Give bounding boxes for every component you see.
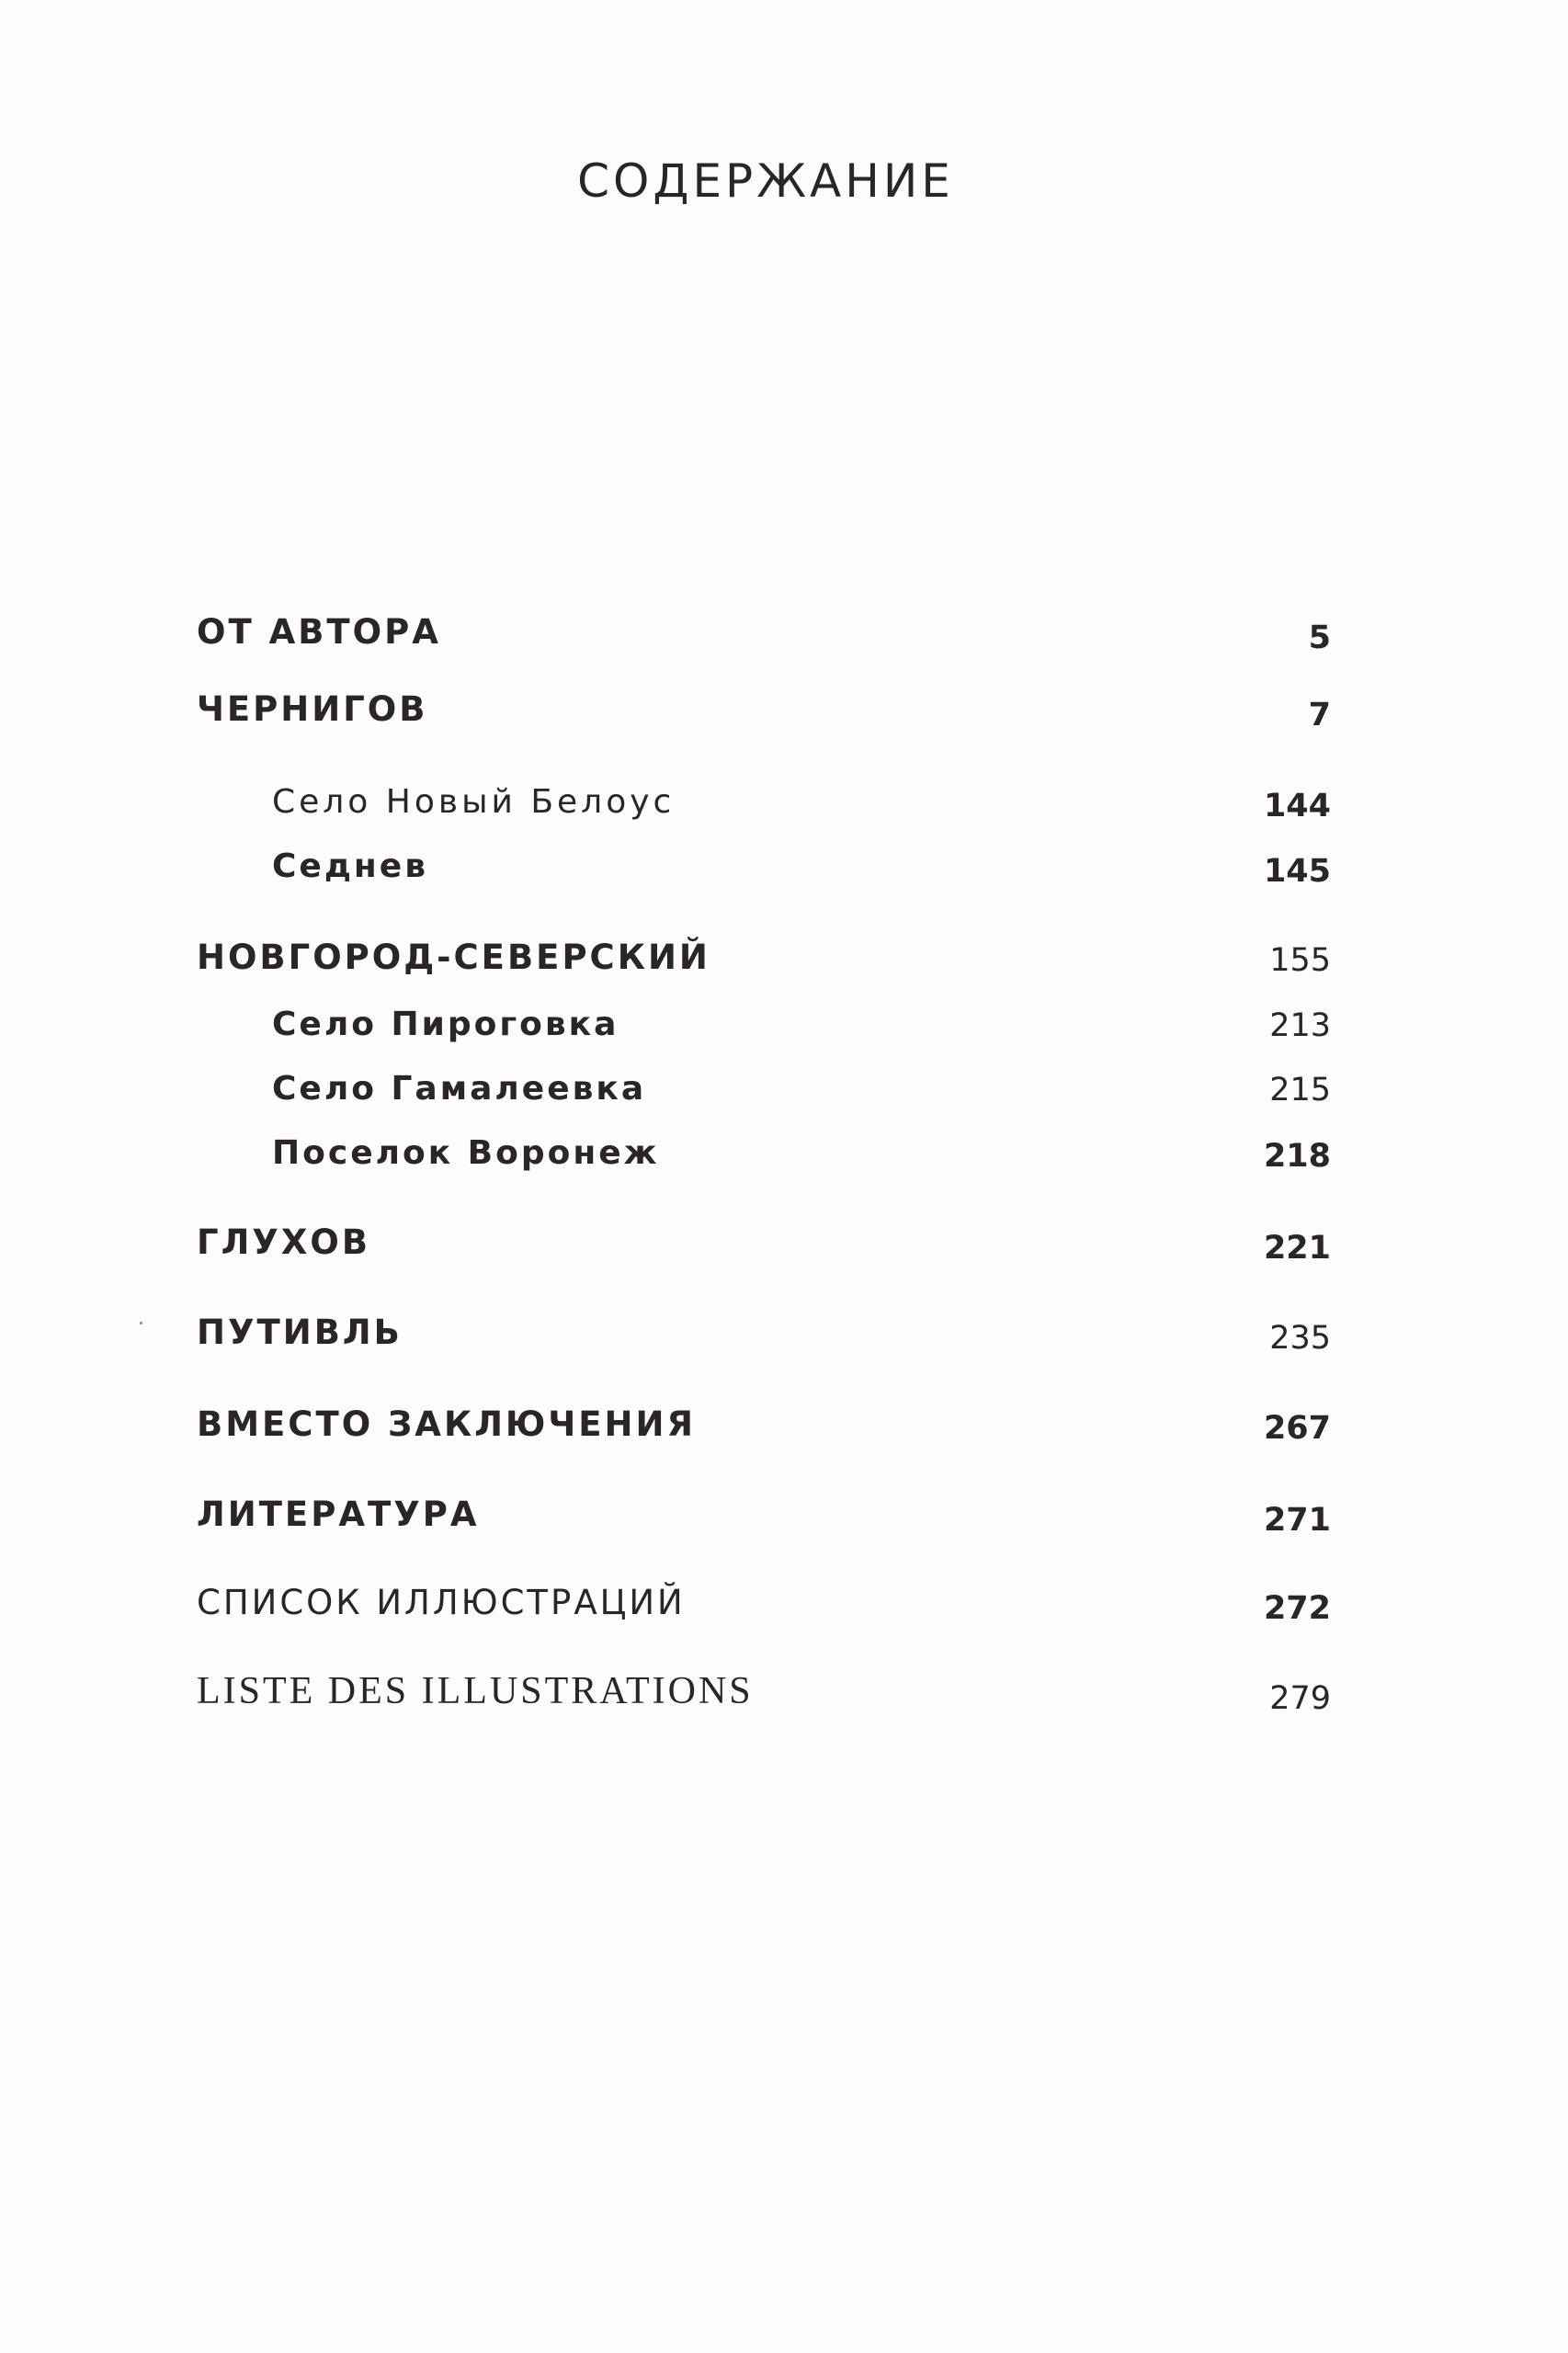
toc-entry-page: 267 bbox=[1263, 1410, 1331, 1447]
toc-entry-glukhov bbox=[0, 1222, 1568, 1278]
toc-entry-label: НОВГОРОД-СЕВЕРСКИЙ bbox=[197, 938, 710, 977]
toc-entry-page: 145 bbox=[1263, 853, 1331, 890]
toc-entry-label: ОТ АВТОРА bbox=[197, 612, 441, 652]
toc-entry-label: СПИСОК ИЛЛЮСТРАЦИЙ bbox=[197, 1583, 686, 1622]
toc-entry-label: Село Гамалеевка bbox=[272, 1070, 647, 1108]
page-title: СОДЕРЖАНИЕ bbox=[577, 154, 954, 208]
toc-entry-label: ВМЕСТО ЗАКЛЮЧЕНИЯ bbox=[197, 1404, 696, 1444]
toc-entry-label: ПУТИВЛЬ bbox=[197, 1313, 403, 1352]
toc-entry-page: 279 bbox=[1269, 1680, 1331, 1717]
toc-entry-page: 221 bbox=[1263, 1230, 1331, 1267]
toc-entry-label: ЛИТЕРАТУРА bbox=[197, 1495, 480, 1534]
toc-entry-page: 7 bbox=[1308, 697, 1331, 733]
toc-entry-selo-pirogovka bbox=[0, 1006, 1568, 1061]
toc-entry-page: 155 bbox=[1269, 942, 1331, 979]
toc-entry-page: 213 bbox=[1269, 1007, 1331, 1044]
toc-entry-vmesto-zaklyucheniya bbox=[0, 1404, 1568, 1460]
toc-entry-putivl bbox=[0, 1313, 1568, 1368]
toc-entry-label: LISTE DES ILLUSTRATIONS bbox=[197, 1670, 754, 1712]
toc-entry-page: 218 bbox=[1263, 1138, 1331, 1175]
toc-entry-literatura bbox=[0, 1495, 1568, 1550]
toc-entry-label: ЧЕРНИГОВ bbox=[197, 689, 428, 729]
toc-entry-chernigov bbox=[0, 689, 1568, 745]
toc-entry-ot-avtora bbox=[0, 612, 1568, 667]
toc-entry-label: Седнев bbox=[272, 847, 428, 885]
toc-entry-label: ГЛУХОВ bbox=[197, 1222, 371, 1262]
toc-entry-selo-novyi-belous bbox=[0, 783, 1568, 838]
toc-entry-page: 144 bbox=[1263, 788, 1331, 824]
toc-entry-label: Село Пироговка bbox=[272, 1006, 619, 1043]
toc-entry-page: 215 bbox=[1269, 1072, 1331, 1108]
toc-entry-page: 271 bbox=[1263, 1502, 1331, 1539]
toc-entry-novgorod-severskii bbox=[0, 938, 1568, 993]
toc-entry-sednev bbox=[0, 847, 1568, 903]
toc-entry-page: 272 bbox=[1263, 1590, 1331, 1627]
toc-entry-selo-gamaleevka bbox=[0, 1070, 1568, 1125]
paper-speck bbox=[140, 1322, 142, 1324]
toc-entry-poselok-voronezh bbox=[0, 1134, 1568, 1189]
toc-entry-liste-des-illustrations bbox=[0, 1669, 1568, 1724]
toc-entry-label: Поселок Воронеж bbox=[272, 1134, 660, 1172]
toc-entry-page: 235 bbox=[1269, 1320, 1331, 1357]
toc-entry-page: 5 bbox=[1308, 620, 1331, 656]
toc-entry-label: Село Новый Белоус bbox=[272, 783, 676, 821]
toc-entry-spisok-illyustratsii bbox=[0, 1583, 1568, 1638]
